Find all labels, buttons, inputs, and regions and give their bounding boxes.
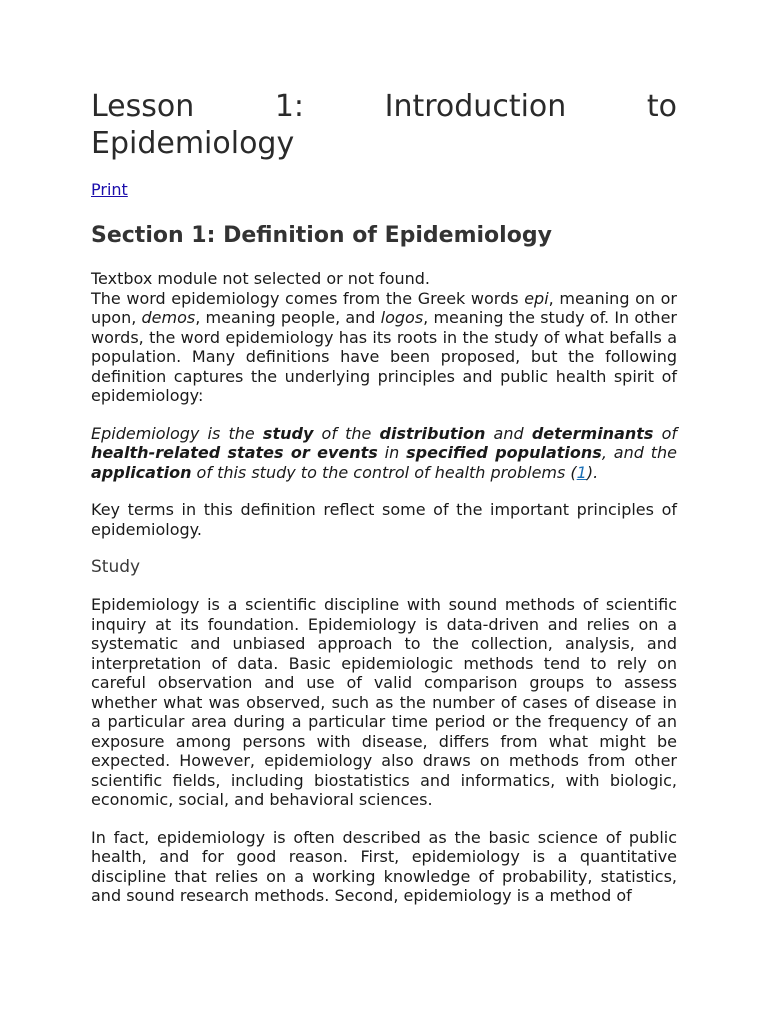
- key-terms-paragraph: Key terms in this definition reflect some of the important principles of epidemiology.: [91, 500, 677, 539]
- text-run: , meaning people, and: [195, 308, 381, 327]
- print-link[interactable]: Print: [91, 180, 128, 199]
- text-run: The word epidemiology comes from the Greek words: [91, 288, 525, 308]
- definition-paragraph: [91, 424, 677, 483]
- section-title: Section 1: Definition of Epidemiology: [91, 223, 552, 248]
- text-run: , meaning the study of. In other words, the word epidemiology has its roots in the study of what befalls a population. Many definitions have been proposed, but the following definition captures the underlying principles and public health spirit of epidemiology:: [91, 308, 677, 405]
- term-specified-populations: specified populations: [406, 443, 602, 462]
- title-word: Introduction: [384, 89, 567, 124]
- text-run: and: [485, 423, 532, 443]
- term-distribution: distribution: [379, 423, 486, 443]
- text-run: of this study to the control of health problems (: [191, 462, 577, 482]
- term-study: study: [262, 423, 314, 443]
- text-run: of the: [313, 423, 380, 443]
- text-run: of: [653, 423, 678, 443]
- title-line-1: [91, 88, 677, 125]
- greek-term-demos: demos: [141, 308, 196, 327]
- text-run: , meaning on or upon,: [91, 288, 677, 327]
- text-run: ).: [586, 462, 599, 482]
- study-paragraph-1: Epidemiology is a scientific discipline with sound methods of scientific inquiry at its foundation. Epidemiology is data-driven and relies on a systematic and unbiased approach to the collection, analysis, and interpretation of data. Basic epidemiologic methods tend to rely on careful observation and use of valid comparison groups to assess whether what was observed, such as the number of cases of disease in a particular area during a particular time period or the frequency of an exposure among persons with disease, differs from what might be expected. However, epidemiology also draws on methods from other scientific fields, including biostatistics and informatics, with biologic, economic, social, and behavioral sciences.: [91, 595, 677, 809]
- textbox-note: Textbox module not selected or not found.: [91, 269, 431, 288]
- intro-paragraph: [91, 289, 677, 406]
- greek-term-epi: epi: [524, 288, 549, 308]
- title-word: Lesson: [91, 89, 195, 124]
- term-health-related: health-related states or events: [91, 443, 378, 462]
- greek-term-logos: logos: [380, 308, 424, 327]
- text-run: in: [377, 443, 407, 462]
- title-word: to: [646, 89, 677, 124]
- page-title: [91, 88, 677, 162]
- study-heading: Study: [91, 557, 141, 577]
- term-application: application: [91, 462, 192, 482]
- text-run: Epidemiology is the: [91, 423, 263, 443]
- title-word: 1:: [274, 89, 305, 124]
- term-determinants: determinants: [531, 423, 654, 443]
- document-content: [91, 88, 677, 906]
- title-line-2: Epidemiology: [91, 126, 295, 161]
- study-paragraph-2: In fact, epidemiology is often described as the basic science of public health, and for good reason. First, epidemiology is a quantitative discipline that relies on a working knowledge of probability, statistics, and sound research methods. Second, epidemiology is a method of: [91, 827, 677, 905]
- text-run: , and the: [601, 443, 677, 462]
- citation-link[interactable]: 1: [576, 462, 587, 482]
